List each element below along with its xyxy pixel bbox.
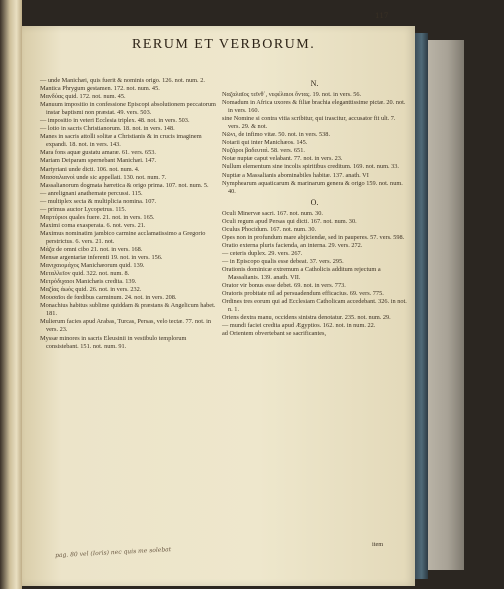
- index-entry: — anrelignani anathemate percussi. 115.: [40, 189, 143, 197]
- index-column-right: [222, 77, 407, 338]
- index-entry: Massalianorum dogmata hæretica & origo prima. 107. not. num. 5.: [40, 181, 209, 189]
- index-entry: Oratoris probitate nil ad persuadendum efficacius. 69. vers. 775.: [222, 290, 384, 298]
- index-entry: Mara fons aquæ gustatu amaræ. 61. vers. 653.: [40, 149, 156, 157]
- index-entry: Nullum elementum sine incolis spiritibus creditum. 169. not. num. 33.: [222, 163, 399, 171]
- index-entry: — lotio in sacris Christianorum. 18. not. in vers. 148.: [40, 125, 175, 133]
- index-entry: Νυζάροι βαδευταὶ. 58. vers. 651.: [222, 147, 305, 155]
- index-entry: Mariam Deiparam spernebant Manichæi. 147.: [40, 157, 157, 165]
- page-number: 117: [375, 12, 389, 20]
- index-entry: Maximus nominatim jambico carmine acclamatissimo a Gregorio perstrictus. 6. vers. 21. not.: [40, 229, 206, 245]
- index-entry: Μουσαῖοι de fœdibus carminum. 24. not. in vers. 208.: [40, 294, 177, 302]
- index-entry: Mensæ argentariæ inferenti 19. not. in vers. 156.: [40, 254, 163, 262]
- index-entry: Μαζίας ἀωὸς quid. 26. not. in vers. 232.: [40, 286, 142, 294]
- index-entry: Oculi Minervæ sacri. 167. not. num. 30.: [222, 209, 323, 217]
- index-entry: Oculus Phocidum. 167. not. num. 30.: [222, 225, 317, 233]
- index-entry: Μάζα de omni cibo 21. not. in vers. 168.: [40, 245, 143, 253]
- index-entry: Martyriani unde dicti. 106. not. num. 4.: [40, 165, 140, 173]
- running-head: RERUM ET VERBORUM.: [132, 37, 316, 52]
- index-entry: Nomadum in Africa uxores & filiæ brachia eleganttissime pictæ. 20. not. in vers. 160.: [222, 99, 406, 115]
- index-entry: Mulierum facies apud Arabas, Turcas, Persas, velo tectæ. 77. not. in vers. 23.: [40, 318, 212, 334]
- index-entry: — impositio in veteri Ecclesia triplex. 48. not. in vers. 503.: [40, 117, 190, 125]
- index-entry: Manuum impositio in confessione Episcopi absolutionem peccatorum instar baptismi non præstat. 49. vers. 503.: [40, 101, 216, 117]
- section-letter-n: N.: [310, 79, 319, 88]
- page-edge-strip: [415, 33, 428, 579]
- section-letter-o: O.: [310, 197, 319, 207]
- index-entry: Orator vir bonus esse debet. 69. not. in vers. 773.: [222, 282, 346, 290]
- index-entry: sine Nomine si contra vitia scribitur, qui irascitur, accusator fit ult. 7. vers. 29. & not.: [222, 115, 396, 131]
- index-entry: Maximi coma exasperata. 6. not. vers. 21.: [40, 221, 146, 229]
- index-entry: Notæ nuptæ caput velabant. 77. not. in vers. 23.: [222, 155, 343, 163]
- index-entry: Orationis dominicæ extremum a Catholicis additum rejectum a Massalianis. 139. anath. VII.: [222, 266, 381, 282]
- index-entry: Oriens dextra manu, occidens sinistra denotatur. 235. not. num. 29.: [222, 314, 391, 322]
- index-entry: Μετρόδιχαιοι Manichæis credita. 139.: [40, 278, 137, 286]
- index-entry: Nymphearum aquaticarum & marinarum genera & origo 159. not. num. 40.: [222, 179, 403, 195]
- book-spine-edge: [0, 0, 22, 589]
- index-entry: Myssæ minores in sacris Eleusinii in vestibulo templorum consistebant. 151. not. num. 91.: [40, 334, 187, 350]
- catchword: item: [372, 541, 384, 548]
- index-entry: — in Episcopo qualis esse debeat. 37. vers. 295.: [222, 257, 344, 265]
- index-column-left: [40, 77, 218, 351]
- index-entry: Ναζαλαῖος τεῖνθ᾽, νεφέλαιοι ὄντας. 19. not. in vers. 56.: [222, 91, 362, 99]
- index-entry: ad Orientem obvertebant se sacrificantes,: [222, 330, 327, 338]
- index-entry: — primus auctor Lycopetrus. 115.: [40, 205, 127, 213]
- index-entry: Mantica Phrygum gestamen. 172. not. num. 45.: [40, 85, 160, 93]
- index-entry: Μαρτύριοι quales fuere. 21. not. in vers. 165.: [40, 213, 155, 221]
- index-entry: — multiplex secta & multiplicia nomina. 107.: [40, 197, 157, 205]
- index-entry: Oculi regum apud Persas qui dicti. 167. not. num. 30.: [222, 217, 357, 225]
- handwritten-note: pag. 80 vel (Ioris) nec quis me solebat: [54, 546, 172, 560]
- index-entry: Μανδύας quid. 172. not. num. 45.: [40, 93, 126, 101]
- index-entry: — unde Manichæi, quis fuerit & nominis origo. 126. not. num. 2.: [40, 77, 205, 84]
- index-entry: Opes non in profundum mare abjiciendæ, sed in pauperes. 57. vers. 598.: [222, 233, 405, 241]
- index-entry: — ceteris duplex. 29. vers. 267.: [222, 249, 303, 257]
- index-entry: Μανιχαιομάχος Manichæorum quid. 139.: [40, 262, 145, 270]
- index-entry: Ordines tres eorum qui ad Ecclesiam Catholicam accedebant. 326. in not. n. 1.: [222, 298, 407, 314]
- index-entry: Monachius habitus sublime quiddam & præstans & Angelicum habet. 181.: [40, 302, 216, 318]
- book-cover-board: [428, 40, 464, 570]
- index-entry: Manes in sacris attolli solitæ a Christianis & in crucis imaginem expandi. 18. not. in vers. 143.: [40, 133, 202, 149]
- index-entry: Μασσαλιανοὶ unde sic appellati. 130. not. num. 7.: [40, 173, 167, 181]
- index-entry: Nuptiæ a Massalianis abominabiles habitæ. 137. anath. VI: [222, 171, 369, 179]
- index-entry: Μεταλλεῖον quid. 322. not. num. 8.: [40, 270, 130, 278]
- index-entry: Νῶνι, de infimo vitæ. 50. not. in vers. 538.: [222, 131, 331, 139]
- index-entry: Notarii qui inter Manichæos. 145.: [222, 139, 308, 147]
- index-entry: Oratio externa pluris facienda, an interna. 29. vers. 272.: [222, 241, 363, 249]
- index-entry: — mundi faciei credita apud Ægyptios. 162. not. in num. 22.: [222, 322, 376, 330]
